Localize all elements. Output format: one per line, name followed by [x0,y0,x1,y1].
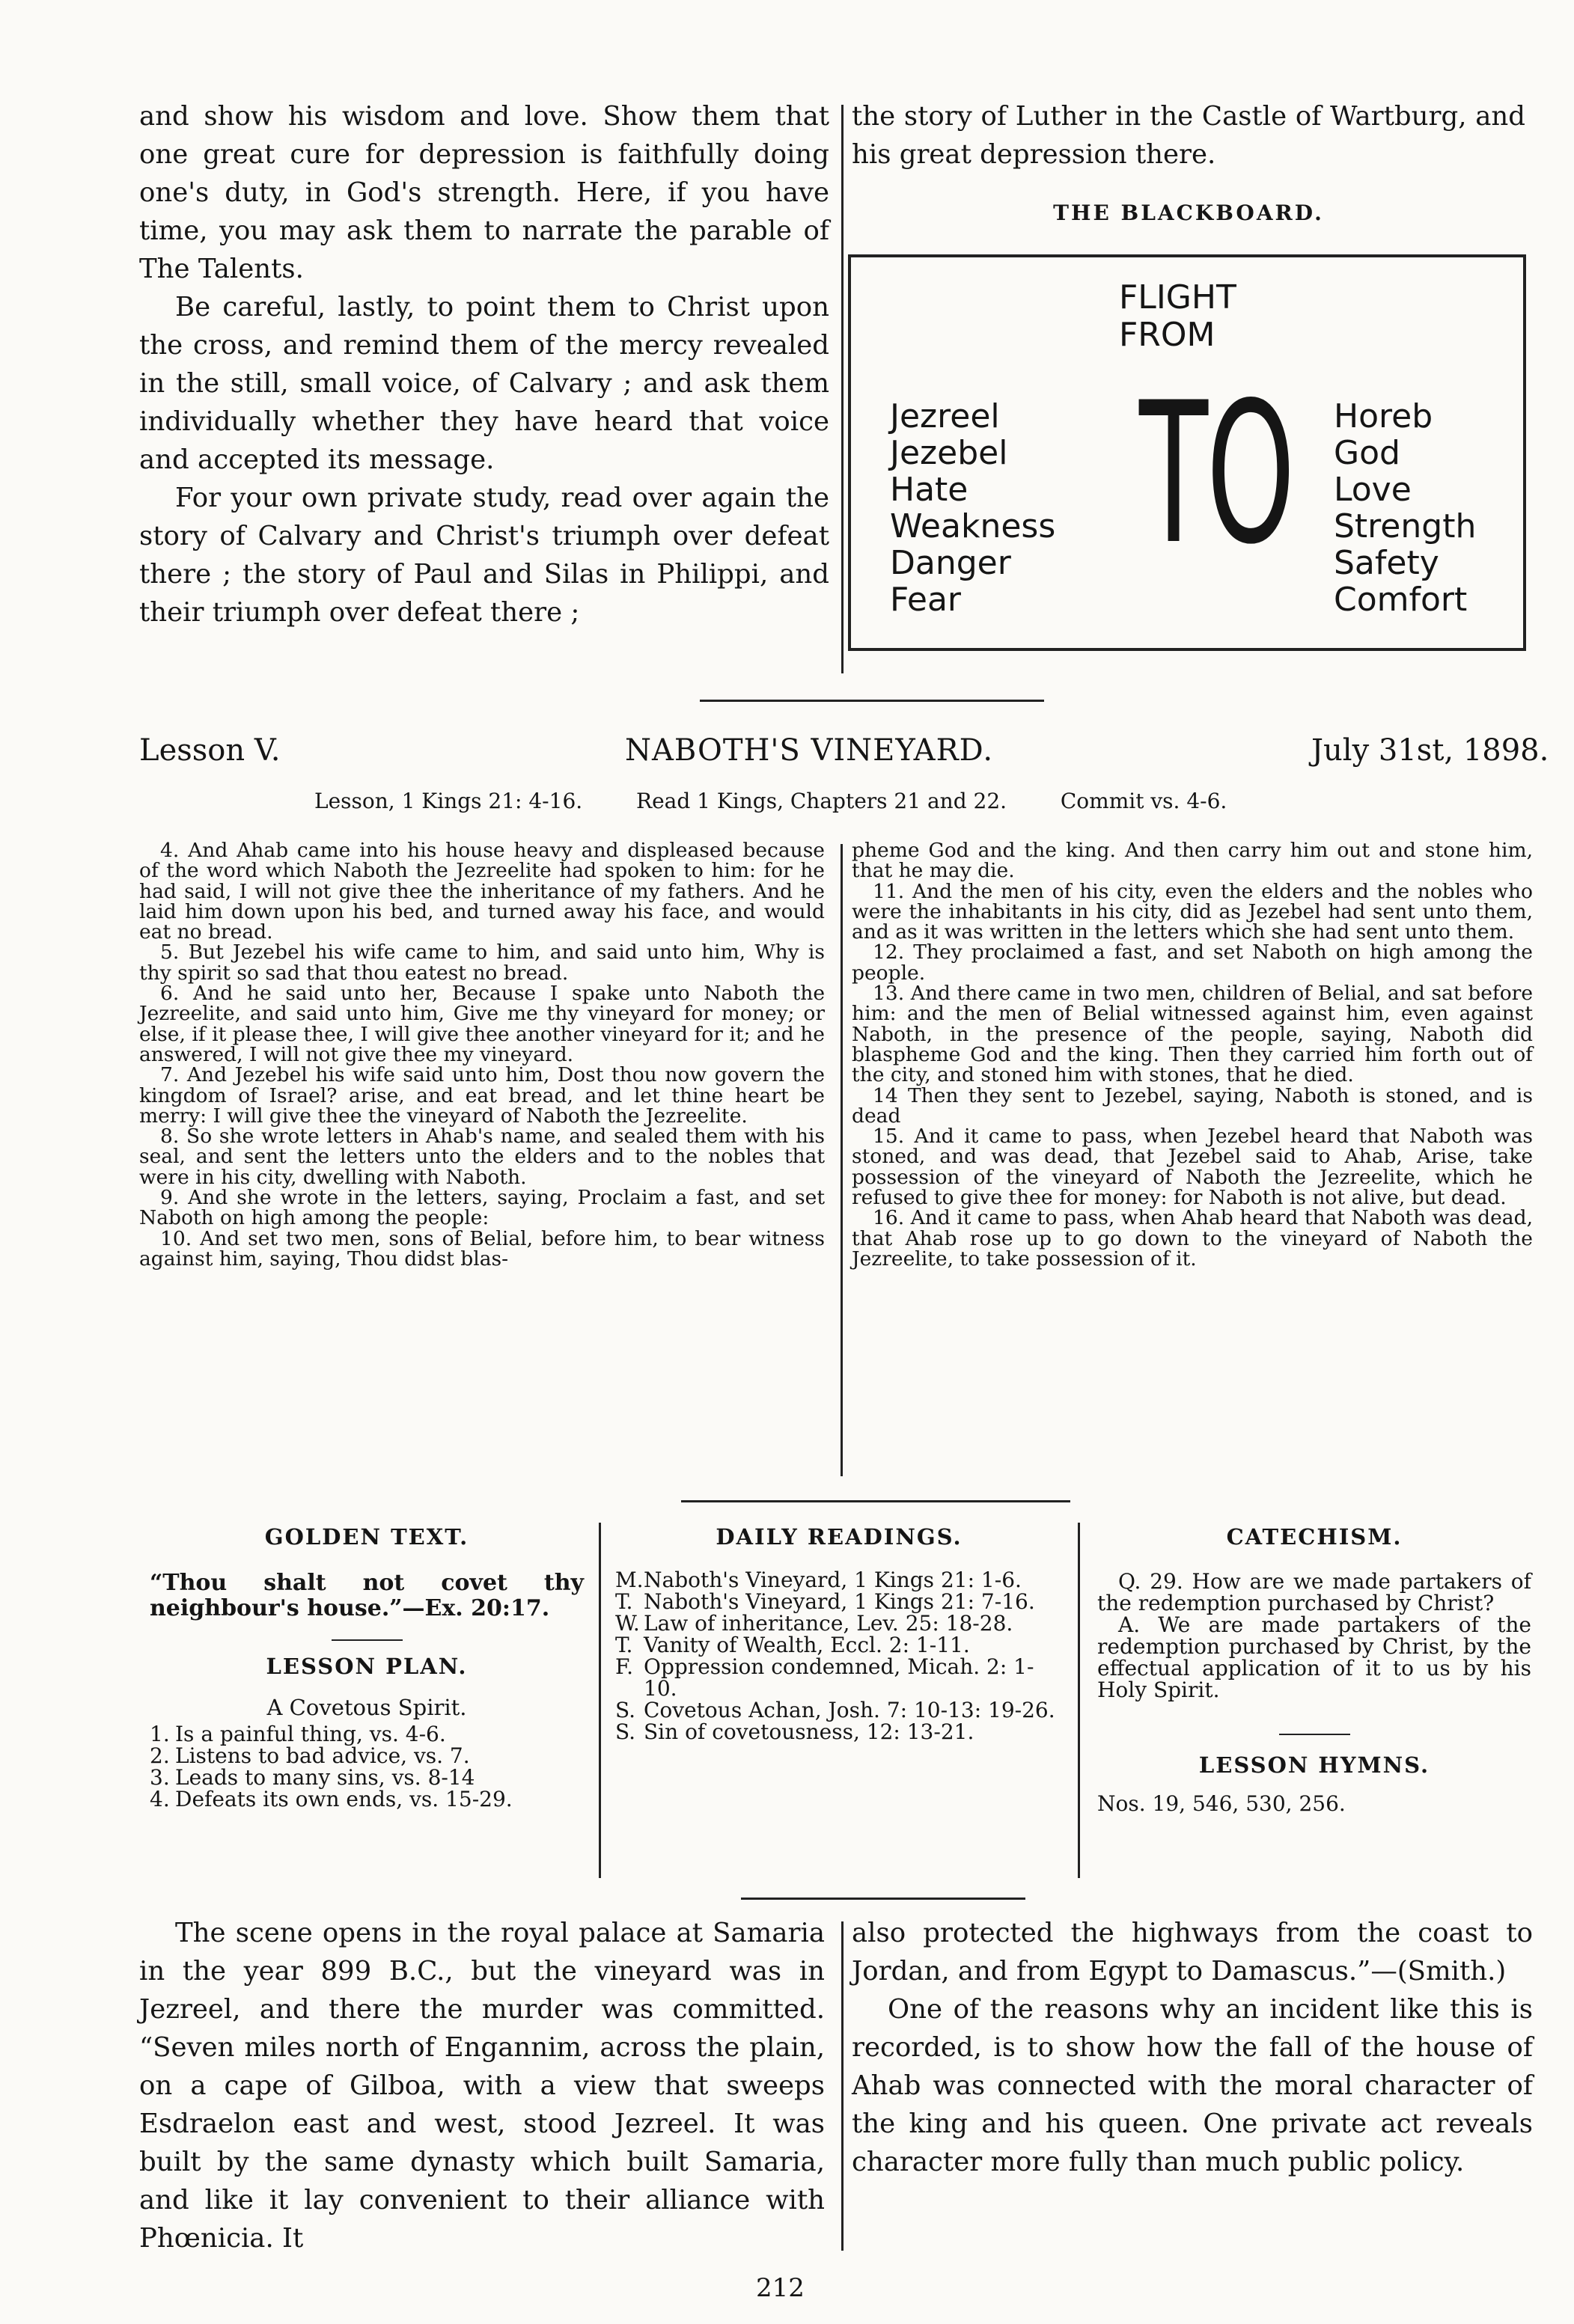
lesson-hymns-title: LESSON HYMNS. [1198,1752,1430,1778]
section-divider [681,1500,1070,1502]
daily-readings-list [615,1569,1063,1743]
column-divider [841,105,844,673]
column-divider [1078,1523,1080,1878]
lesson-reference-line [314,789,1377,813]
section-divider [741,1898,1025,1900]
column-divider [841,1921,844,2251]
scripture-right [852,840,1533,1269]
blackboard-word: God [1334,434,1400,472]
verse: 9. And she wrote in the letters, saying, Proclaim a fast, and set Naboth on high among the people: [139,1186,825,1230]
verse: 14 Then they sent to Jezebel, saying, Naboth is stoned, and is dead [852,1083,1533,1128]
blackboard-from: FROM [1119,316,1215,354]
blackboard-word: Horeb [1334,397,1433,435]
blackboard-word: Jezreel [890,397,1000,435]
verse: 5. But Jezebel his wife came to him, and said unto him, Why is thy spirit so sad that thou eatest no bread. [139,941,825,985]
verse: 13. And there came in two men, children of Belial, and sat before him: and the men of Belial witnessed against him, even against Naboth, in the presence of the people, saying, Naboth did blaspheme God and the king. Then they carried him forth out of the city, and stoned him with stones, that he died. [852,982,1533,1087]
paragraph: also protected the highways from the coast to Jordan, and from Egypt to Damascus.”—(Smith.) [852,1918,1533,1987]
lesson-hymns: Nos. 19, 546, 530, 256. [1097,1791,1346,1816]
verse: 11. And the men of his city, even the elders and the nobles who were the inhabitants in his city, did as Jezebel had sent unto them, and as it was written in the letters which she had sent unto them. [852,879,1533,944]
blackboard-word: Love [1334,471,1412,509]
verse: 8. So she wrote letters in Ahab's name, and sealed them with his seal, and sent the letters unto the elders and to the nobles that were in his city, dwelling with Naboth. [139,1125,825,1189]
verse: 10. And set two men, sons of Belial, before him, to bear witness against him, saying, Thou didst blas- [139,1226,825,1270]
blackboard-word: Strength [1334,507,1477,545]
list-item: F. Oppression condemned, Micah. 2: 1-10. [615,1654,1034,1701]
golden-text-title: GOLDEN TEXT. [264,1524,469,1550]
column-divider [841,844,843,1476]
daily-readings-title: DAILY READINGS. [716,1524,963,1550]
paragraph: The scene opens in the royal palace at Samaria in the year 899 B.C., but the vineyard was in Jezreel, and there the murder was committed. “Seven miles north of Engannim, across the plain, on a cape of Gilboa, with a view that sweeps Esdraelon east and west, stood Jezreel. It was built by the same dynasty which built Samaria, and like it lay convenient to their alliance with Phœnicia. It [139,1918,825,2254]
blackboard-word: Jezebel [890,434,1008,472]
lesson-plan-subtitle: A Covetous Spirit. [266,1695,467,1720]
list-item: S. Covetous Achan, Josh. 7: 10-13: 19-26. [615,1698,1055,1722]
verse: 12. They proclaimed a fast, and set Naboth on high among the people. [852,941,1533,985]
list-item: 3. Leads to many sins, vs. 8-14 [150,1765,475,1790]
verse: 6. And he said unto her, Because I spake unto Naboth the Jezreelite, and said unto him, Give me thy vineyard for money; or else, if it please thee, I will give thee another vineyard for it; and he answered, I will not give thee my vineyard. [139,982,825,1066]
lesson-title: NABOTH'S VINEYARD. [625,733,994,768]
blackboard-box [848,254,1526,651]
list-item: 1. Is a painful thing, vs. 4-6. [150,1722,446,1746]
paragraph: and show his wisdom and love. Show them that one great cure for depression is faithfully doing one's duty, in God's strength. Here, if you have time, you may ask them to narrate the parable of The Talents. [139,101,829,284]
paragraph: One of the reasons why an incident like this is recorded, is to show how the fall of the house of Ahab was connected with the moral character of the king and his queen. One private act reveals character more fully than much public policy. [852,1994,1533,2177]
blackboard-left-words [890,398,1055,618]
section-divider [700,700,1044,702]
blackboard-word: Fear [890,581,962,619]
list-item: T. Vanity of Wealth, Eccl. 2: 1-11. [615,1633,970,1657]
golden-text: “Thou shalt not covet thy neighbour's house.”—Ex. 20:17. [150,1570,584,1621]
blackboard-right-words [1334,398,1476,618]
catechism-title: CATECHISM. [1226,1524,1403,1550]
blackboard-heading: THE BLACKBOARD. [1053,201,1324,225]
list-item: S. Sin of covetousness, 12: 13-21. [615,1719,974,1744]
list-item: 4. Defeats its own ends, vs. 15-29. [150,1787,513,1811]
catechism-answer: A. We are made partakers of the redemption purchased by Christ, by the effectual application of it to us by his Holy Spirit. [1097,1612,1531,1702]
verse: 7. And Jezebel his wife said unto him, Dost thou now govern the kingdom of Israel? arise, and eat bread, and let thine heart be merry: I will give thee the vineyard of Naboth the Jezreelite. [139,1063,825,1128]
lesson-plan-title: LESSON PLAN. [266,1654,468,1679]
bottom-right-column [852,1914,1533,2181]
paragraph: For your own private study, read over again the story of Calvary and Christ's triumph over defeat there ; the story of Paul and Silas in Philippi, and their triumph over defeat there ; [139,483,829,628]
list-item: M. Naboth's Vineyard, 1 Kings 21: 1-6. [615,1568,1022,1592]
blackboard-word: Weakness [890,507,1056,545]
blackboard-word: Danger [890,544,1011,582]
paragraph: Be careful, lastly, to point them to Christ upon the cross, and remind them of the mercy revealed in the still, small voice, of Calvary ; and ask them individually whether they have heard that voice and accepted its message. [139,292,829,475]
blackboard-flight: FLIGHT [1119,278,1236,317]
catechism-question: Q. 29. How are we made partakers of the redemption purchased by Christ? [1097,1569,1531,1615]
lesson-plan-list [150,1723,584,1810]
verse: 16. And it came to pass, when Ahab heard that Naboth was dead, that Ahab rose up to go down to the vineyard of Naboth the Jezreelite, to take possession of it. [852,1206,1533,1270]
list-item: T. Naboth's Vineyard, 1 Kings 21: 7-16. [615,1589,1035,1614]
lesson-number: Lesson V. [139,733,281,768]
blackboard-word: Hate [890,471,969,509]
golden-text-column [150,1526,584,1810]
daily-readings-column [615,1526,1063,1743]
scripture-left [139,840,825,1269]
list-item: 2. Listens to bad advice, vs. 7. [150,1743,470,1768]
list-item: W. Law of inheritance, Lev. 25: 18-28. [615,1611,1013,1636]
lesson-date: July 31st, 1898. [1311,733,1549,768]
top-left-column [139,97,829,632]
blackboard-to: TO [1139,361,1294,587]
paragraph: the story of Luther in the Castle of Wartburg, and his great depression there. [852,101,1525,170]
catechism-column [1097,1526,1531,1814]
lesson-commit: Commit vs. 4-6. [1060,789,1227,813]
blackboard-word: Safety [1334,544,1439,582]
lesson-read: Read 1 Kings, Chapters 21 and 22. [636,789,1007,813]
bottom-left-column [139,1914,825,2257]
page-number: 212 [756,2273,805,2303]
divider [1279,1734,1350,1735]
verse: 4. And Ahab came into his house heavy and displeased because of the word which Naboth the Jezreelite had spoken to him: for he had said, I will not give thee the inheritance of my fathers. And he laid him down upon his bed, and turned away his face, and would eat no bread. [139,839,825,944]
top-right-column [852,97,1525,174]
lesson-reference: Lesson, 1 Kings 21: 4-16. [314,789,583,813]
divider [332,1639,403,1641]
column-divider [599,1523,601,1878]
verse: pheme God and the king. And then carry him out and stone him, that he may die. [852,839,1533,883]
blackboard-word: Comfort [1334,581,1468,619]
verse: 15. And it came to pass, when Jezebel heard that Naboth was stoned, and was dead, that Jezebel said to Ahab, Arise, take possession of the vineyard of Naboth the Jezreelite, which he refused to give thee for money: for Naboth is not alive, but dead. [852,1125,1533,1210]
